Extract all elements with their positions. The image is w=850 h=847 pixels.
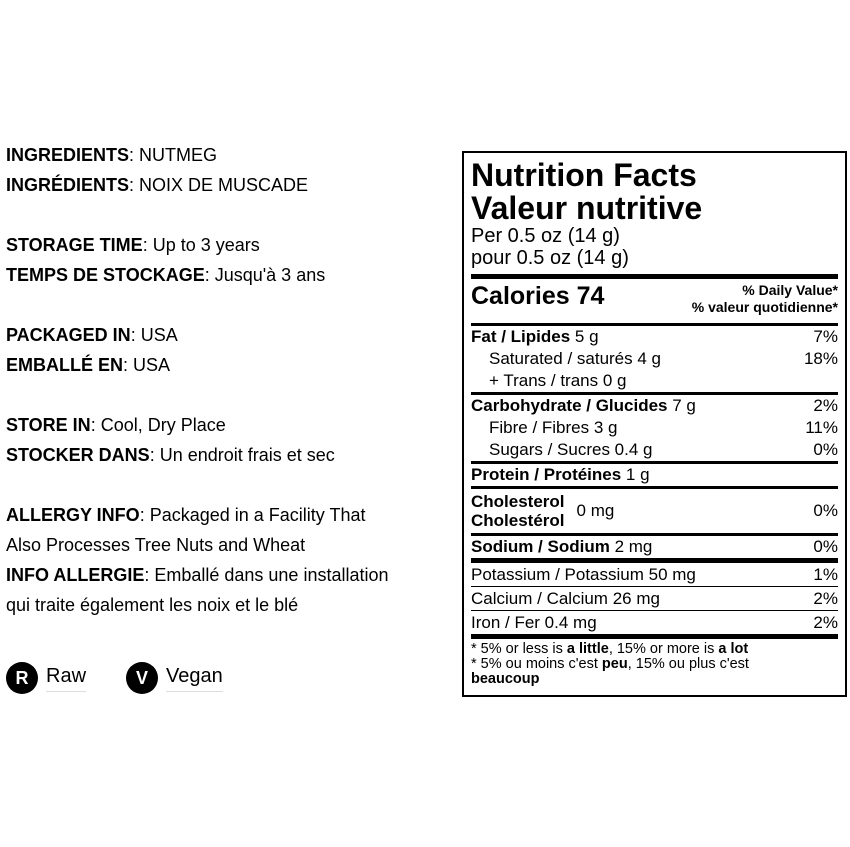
ingredients-fr bbox=[6, 174, 308, 196]
sodium-name: Sodium / Sodium bbox=[471, 537, 610, 556]
serving-size-fr: pour 0.5 oz (14 g) bbox=[471, 247, 629, 269]
footnote-en-part: , 15% or more is bbox=[608, 641, 719, 657]
protein-amount: 1 g bbox=[621, 465, 650, 484]
sugars-label: Sugars / Sucres 0.4 g bbox=[489, 440, 653, 459]
fat-amount: 5 g bbox=[570, 327, 599, 346]
ingredients-en-label: INGREDIENTS bbox=[6, 145, 130, 165]
footnote-en bbox=[471, 642, 838, 657]
raw-badge-icon: R bbox=[6, 662, 38, 694]
saturated-row bbox=[471, 348, 838, 370]
carbohydrate-row bbox=[471, 395, 838, 417]
footnote-en-bold: a lot bbox=[718, 641, 749, 657]
allergy-en-value: : Packaged in a Facility That bbox=[139, 505, 366, 525]
daily-value-fr: % valeur quotidienne* bbox=[691, 299, 838, 315]
iron-label: Iron / Fer 0.4 mg bbox=[471, 612, 597, 632]
cholesterol-amount: 0 mg bbox=[576, 501, 615, 520]
fibre-label: Fibre / Fibres 3 g bbox=[489, 418, 618, 437]
store-fr-value: : Un endroit frais et sec bbox=[149, 445, 335, 465]
sodium-row bbox=[471, 536, 838, 558]
carbohydrate-name: Carbohydrate / Glucides bbox=[471, 396, 668, 415]
store-fr bbox=[6, 444, 335, 466]
allergy-fr bbox=[6, 564, 389, 586]
ingredients-fr-label: INGRÉDIENTS bbox=[6, 175, 130, 195]
carbohydrate-amount: 7 g bbox=[667, 396, 696, 415]
storage-en-value: : Up to 3 years bbox=[142, 235, 260, 255]
packaged-en bbox=[6, 324, 178, 346]
serving-size-en: Per 0.5 oz (14 g) bbox=[471, 225, 620, 247]
calories-row bbox=[471, 279, 838, 323]
fat-percent: 7% bbox=[813, 327, 838, 346]
storage-en-label: STORAGE TIME bbox=[6, 235, 143, 255]
sodium-percent: 0% bbox=[813, 537, 838, 556]
vegan-badge bbox=[126, 662, 223, 694]
allergy-fr-line2: qui traite également les noix et le blé bbox=[6, 595, 299, 615]
potassium-percent: 1% bbox=[813, 564, 838, 584]
vegan-badge-icon: V bbox=[126, 662, 158, 694]
nutrition-title-fr: Valeur nutritive bbox=[471, 190, 703, 226]
store-en-label: STORE IN bbox=[6, 415, 91, 435]
nutrition-title-en: Nutrition Facts bbox=[471, 157, 697, 193]
protein-row bbox=[471, 464, 838, 486]
fat-name: Fat / Lipides bbox=[471, 327, 571, 346]
cholesterol-percent: 0% bbox=[813, 501, 838, 520]
cholesterol-en: Cholesterol bbox=[471, 492, 565, 511]
potassium-label: Potassium / Potassium 50 mg bbox=[471, 564, 696, 584]
packaged-fr-value: : USA bbox=[123, 355, 171, 375]
calcium-label: Calcium / Calcium 26 mg bbox=[471, 588, 660, 608]
storage-fr-value: : Jusqu'à 3 ans bbox=[204, 265, 326, 285]
daily-value-header bbox=[692, 282, 838, 316]
fibre-percent: 11% bbox=[805, 418, 838, 437]
potassium-row bbox=[471, 563, 838, 586]
packaged-fr bbox=[6, 354, 170, 376]
carbohydrate-percent: 2% bbox=[813, 396, 838, 415]
allergy-fr-label: INFO ALLERGIE bbox=[6, 565, 145, 585]
footnote-fr-line2 bbox=[471, 672, 838, 687]
daily-value-en: % Daily Value* bbox=[742, 282, 838, 298]
packaged-en-value: : USA bbox=[130, 325, 178, 345]
protein-name: Protein / Protéines bbox=[471, 465, 622, 484]
calcium-row bbox=[471, 587, 838, 610]
saturated-label: Saturated / saturés 4 g bbox=[489, 349, 661, 368]
vegan-badge-label: Vegan bbox=[166, 665, 223, 692]
sugars-percent: 0% bbox=[813, 440, 838, 459]
footnote-en-part: * 5% or less is bbox=[471, 641, 567, 657]
footnote-fr-part: * 5% ou moins c'est bbox=[471, 656, 602, 672]
footnote-fr bbox=[471, 657, 838, 672]
storage-fr bbox=[6, 264, 325, 286]
calcium-percent: 2% bbox=[813, 588, 838, 608]
cholesterol-fr: Cholestérol bbox=[471, 511, 565, 530]
saturated-percent: 18% bbox=[803, 349, 838, 368]
raw-badge-label: Raw bbox=[46, 665, 86, 692]
storage-fr-label: TEMPS DE STOCKAGE bbox=[6, 265, 205, 285]
iron-row bbox=[471, 611, 838, 634]
allergy-en-label: ALLERGY INFO bbox=[6, 505, 140, 525]
trans-row bbox=[471, 370, 838, 392]
packaged-fr-label: EMBALLÉ EN bbox=[6, 355, 123, 375]
store-en bbox=[6, 414, 226, 436]
allergy-fr-value: : Emballé dans une installation bbox=[144, 565, 389, 585]
footnote-fr-bold: beaucoup bbox=[471, 671, 540, 687]
store-fr-label: STOCKER DANS bbox=[6, 445, 150, 465]
ingredients-fr-value: : NOIX DE MUSCADE bbox=[129, 175, 309, 195]
sugars-row bbox=[471, 439, 838, 461]
ingredients-en-value: : NUTMEG bbox=[129, 145, 218, 165]
allergy-en bbox=[6, 504, 365, 526]
raw-badge bbox=[6, 662, 86, 694]
store-en-value: : Cool, Dry Place bbox=[90, 415, 226, 435]
cholesterol-row bbox=[471, 489, 838, 533]
allergy-en-line2: Also Processes Tree Nuts and Wheat bbox=[6, 535, 306, 555]
ingredients-en bbox=[6, 144, 217, 166]
storage-en bbox=[6, 234, 260, 256]
calories: Calories 74 bbox=[471, 282, 605, 310]
fat-row bbox=[471, 326, 838, 348]
footnote-fr-part: , 15% ou plus c'est bbox=[627, 656, 749, 672]
trans-label: + Trans / trans 0 g bbox=[489, 371, 627, 390]
footnote-en-bold: a little bbox=[566, 641, 609, 657]
fibre-row bbox=[471, 417, 838, 439]
packaged-en-label: PACKAGED IN bbox=[6, 325, 131, 345]
footnote-fr-bold: peu bbox=[601, 656, 628, 672]
iron-percent: 2% bbox=[813, 612, 838, 632]
nutrition-facts-panel bbox=[462, 151, 847, 697]
footnote bbox=[471, 639, 838, 687]
sodium-amount: 2 mg bbox=[609, 537, 653, 556]
